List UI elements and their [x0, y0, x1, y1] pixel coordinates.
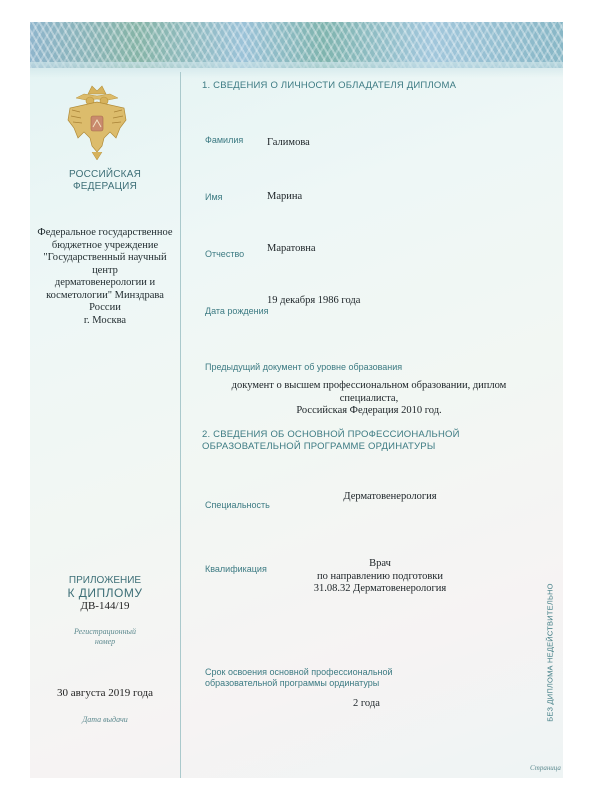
diploma-appendix-sheet — [30, 22, 563, 778]
country-name: РОССИЙСКАЯ ФЕДЕРАЦИЯ — [69, 169, 141, 192]
issuing-organization: Федеральное государственное бюджетное учреждение "Государственный научный центр дерматовенерологии и косметологии" Минздрава России г. Москва — [37, 227, 173, 326]
column-divider — [180, 72, 181, 778]
validity-notice: БЕЗ ДИПЛОМА НЕДЕЙСТВИТЕЛЬНО — [545, 582, 555, 722]
issue-date-label: Дата выдачи — [82, 715, 128, 724]
appendix-title: ПРИЛОЖЕНИЕ К ДИПЛОМУ — [67, 575, 143, 600]
qualification-label: Квалификация — [205, 564, 267, 574]
appendix-number: ДВ-144/19 — [80, 600, 130, 612]
section2-title: 2. СВЕДЕНИЯ ОБ ОСНОВНОЙ ПРОФЕССИОНАЛЬНОЙ ОБРАЗОВАТЕЛЬНОЙ ПРОГРАММЕ ОРДИНАТУРЫ — [202, 429, 460, 452]
specialty-label: Специальность — [205, 500, 270, 510]
patronymic-label: Отчество — [205, 249, 245, 259]
birth-date-value: 19 декабря 1986 года — [267, 295, 361, 306]
previous-document-value: документ о высшем профессиональном образовании, диплом специалиста, Российская Федерация 2010 год. — [231, 380, 507, 416]
surname-value: Галимова — [267, 137, 310, 148]
russian-coat-of-arms-icon — [66, 82, 128, 162]
duration-value: 2 года — [353, 698, 380, 709]
section1-title: 1. СВЕДЕНИЯ О ЛИЧНОСТИ ОБЛАДАТЕЛЯ ДИПЛОМА — [202, 80, 457, 91]
patronymic-value: Маратовна — [267, 243, 316, 254]
duration-label: Срок освоения основной профессиональной образовательной программы ординатуры — [205, 667, 393, 688]
name-value: Марина — [267, 191, 303, 202]
name-label: Имя — [205, 192, 223, 202]
previous-document-label: Предыдущий документ об уровне образования — [205, 362, 403, 372]
qualification-value: Врач по направлению подготовки 31.08.32 Дерматовенерология — [313, 558, 447, 594]
left-panel — [30, 22, 180, 778]
registration-number-label: Регистрационный номер — [74, 627, 136, 646]
specialty-value: Дерматовенерология — [343, 491, 437, 502]
issue-date: 30 августа 2019 года — [57, 687, 153, 699]
birth-date-label: Дата рождения — [205, 306, 269, 316]
page-label: Страница — [530, 764, 561, 772]
surname-label: Фамилия — [205, 135, 244, 145]
